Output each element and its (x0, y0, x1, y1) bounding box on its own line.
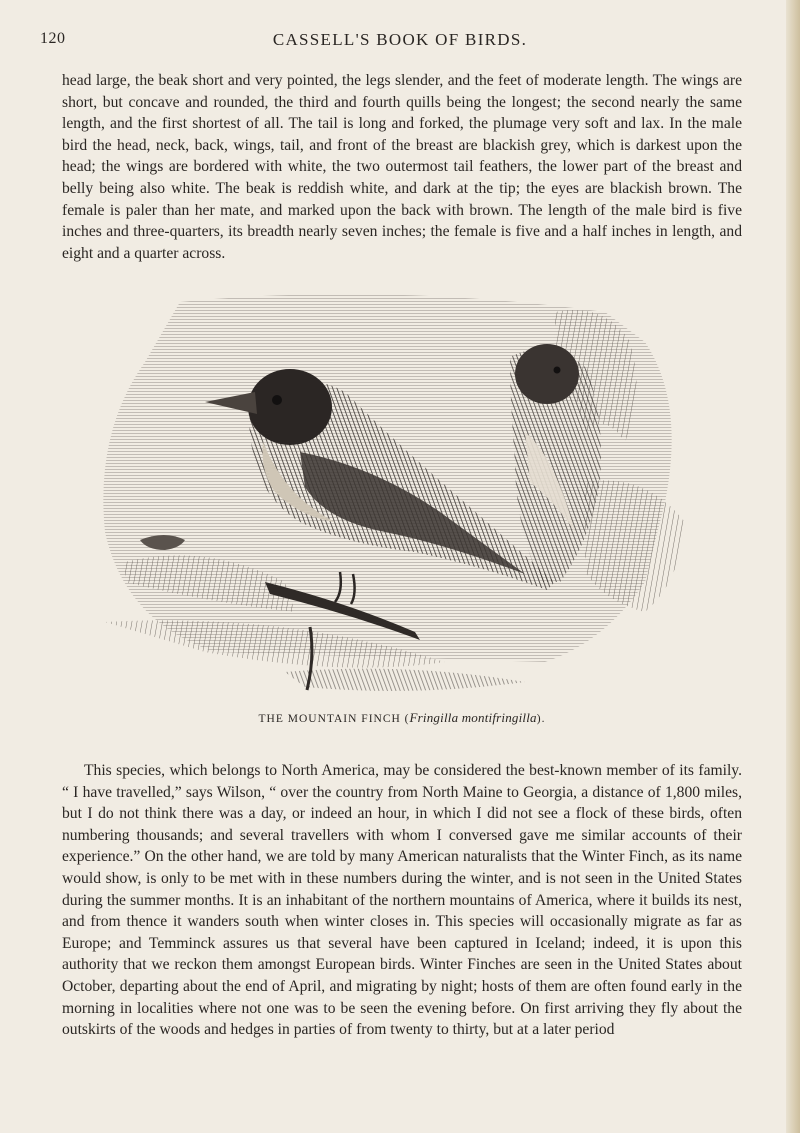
paragraph-top: head large, the beak short and very pointed, the legs slender, and the feet of moderate length. The wings are short, but concave and rounded, the third and fourth quills being the longest; the second nearly the same length, and the first shortest of all. The tail is long and forked, the plumage very soft and lax. In the male bird the head, neck, back, wings, tail, and front of the breast are blackish grey, which is darkest upon the head; the wings are bordered with white, the two outermost tail feathers, the lower part of the breast and belly being also white. The beak is reddish white, and dark at the tip; the eyes are blackish brown. The female is paler than her mate, and marked upon the back with brown. The length of the male bird is five inches and three-quarters, its breadth nearly seven inches; the female is five and a half inches in length, and eight and a quarter across. (62, 72, 742, 262)
paragraph-bottom: This species, which belongs to North America, may be considered the best-known member of its family. “ I have travelled,” says Wilson, “ over the country from North Maine to Georgia, a distance of 1,800 miles, but I do not think there was a day, or indeed an hour, in which I did not see a flock of these birds, often numbering thousands; and several travellers with whom I conversed gave me similar accounts of their experience.” On the other hand, we are told by many American naturalists that the Winter Finch, as its name would show, is only to be met with in these numbers during the winter, and is not seen in the United States during the summer months. It is an inhabitant of the northern mountains of America, where it builds its nest, and from thence it wanders south when winter closes in. This species will occasionally migrate as far as Europe; and Temminck assures us that several have been captured in Iceland; indeed, it is upon this authority that we reckon them amongst European birds. Winter Finches are seen in the United States about October, departing about the end of April, and migrating by night; hosts of them are often found early in the morning in localities where not one was to be seen the evening before. On first arriving they fly about the outskirts of the woods and hedges in parties of from twenty to thirty, but at a later period (62, 762, 742, 1039)
page-edge (786, 0, 800, 1133)
mountain-finch-illustration (85, 282, 710, 702)
caption-title: THE MOUNTAIN FINCH ( (258, 713, 410, 725)
caption-species: Fringilla montifringilla (409, 710, 537, 725)
page-number: 120 (40, 30, 66, 47)
running-title: CASSELL'S BOOK OF BIRDS. (272, 30, 528, 49)
running-head (40, 30, 760, 54)
bird-engraving (85, 282, 710, 702)
figure-caption (62, 710, 742, 726)
caption-end: ). (536, 713, 546, 725)
